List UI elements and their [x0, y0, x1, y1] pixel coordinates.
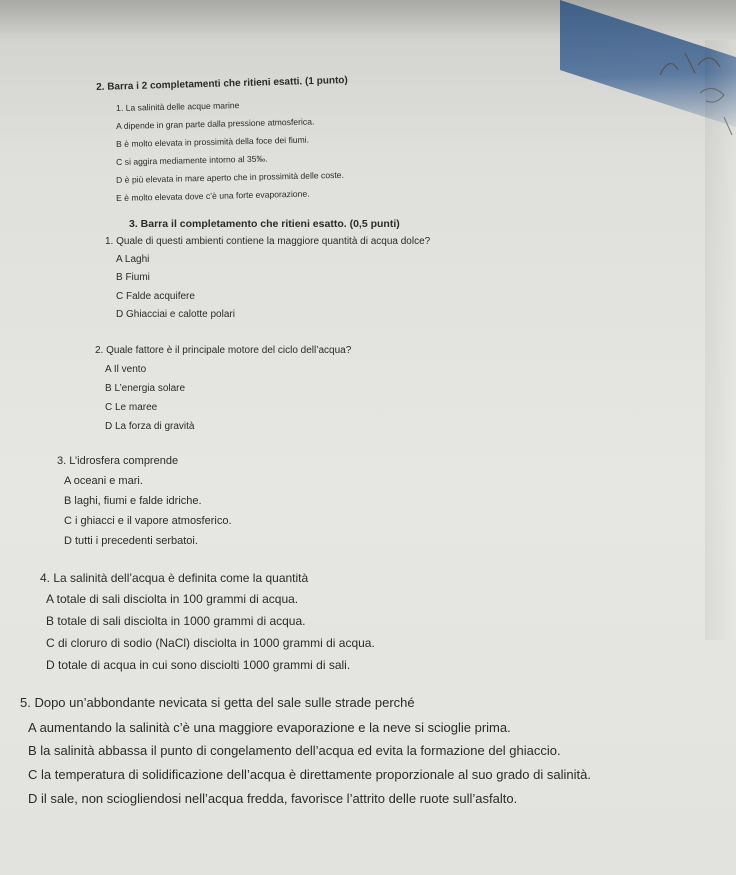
section1-option-d[interactable]: D è più elevata in mare aperto che in prossimità delle coste. [116, 169, 345, 185]
section1-question: 1. La salinità delle acque marine [116, 100, 240, 113]
question-1-option-a[interactable]: A Laghi [116, 254, 150, 265]
section1-option-c[interactable]: C si aggira mediamente intorno al 35‰. [116, 153, 268, 167]
question-1-option-b[interactable]: B Fiumi [116, 272, 150, 283]
question-4-option-d[interactable]: D totale di acqua in cui sono disciolti 1000 grammi di sali. [46, 658, 351, 672]
question-1-option-d[interactable]: D Ghiacciai e calotte polari [116, 309, 235, 320]
question-4-option-c[interactable]: C di cloruro di sodio (NaCl) disciolta in 1000 grammi di acqua. [46, 636, 375, 650]
question-5-option-b[interactable]: B la salinità abbassa il punto di congelamento dell’acqua ed evita la formazione del ghiaccio. [28, 743, 561, 758]
question-3-option-c[interactable]: C i ghiacci e il vapore atmosferico. [64, 515, 232, 527]
question-1-text: 1. Quale di questi ambienti contiene la maggiore quantità di acqua dolce? [105, 236, 431, 247]
question-5-option-d[interactable]: D il sale, non sciogliendosi nell’acqua fredda, favorisce l’attrito delle ruote sull’asfalto. [28, 791, 518, 806]
section1-option-a[interactable]: A dipende in gran parte dalla pressione atmosferica. [116, 116, 315, 131]
question-3-option-a[interactable]: A oceani e mari. [64, 475, 143, 487]
question-4-text: 4. La salinità dell’acqua è definita come la quantità [40, 571, 309, 585]
question-5-option-c[interactable]: C la temperatura di solidificazione dell’acqua è direttamente proporzionale al suo grado di salinità. [28, 767, 591, 782]
question-2-option-b[interactable]: B L’energia solare [105, 383, 186, 394]
question-2-option-d[interactable]: D La forza di gravità [105, 421, 195, 432]
question-3-text: 3. L’idrosfera comprende [57, 455, 179, 467]
question-3-option-d[interactable]: D tutti i precedenti serbatoi. [64, 535, 198, 547]
section2-title: 3. Barra il completamento che ritieni esatto. (0,5 punti) [129, 218, 400, 230]
question-1-option-c[interactable]: C Falde acquifere [116, 291, 195, 302]
question-4-option-a[interactable]: A totale di sali disciolta in 100 grammi di acqua. [46, 592, 299, 606]
question-4-option-b[interactable]: B totale di sali disciolta in 1000 grammi di acqua. [46, 614, 306, 628]
question-3-option-b[interactable]: B laghi, fiumi e falde idriche. [64, 495, 202, 507]
question-5-option-a[interactable]: A aumentando la salinità c’è una maggiore evaporazione e la neve si scioglie prima. [28, 720, 511, 735]
question-2-option-a[interactable]: A Il vento [105, 364, 147, 375]
question-2-text: 2. Quale fattore è il principale motore del ciclo dell’acqua? [95, 345, 352, 356]
section1-title: 2. Barra i 2 completamenti che ritieni esatti. (1 punto) [96, 74, 348, 93]
section1-option-b[interactable]: B è molto elevata in prossimità della foce dei fiumi. [116, 134, 310, 149]
question-5-text: 5. Dopo un’abbondante nevicata si getta del sale sulle strade perché [20, 695, 415, 710]
section1-option-e[interactable]: E è molto elevata dove c’è una forte evaporazione. [116, 188, 310, 203]
question-2-option-c[interactable]: C Le maree [105, 402, 158, 413]
